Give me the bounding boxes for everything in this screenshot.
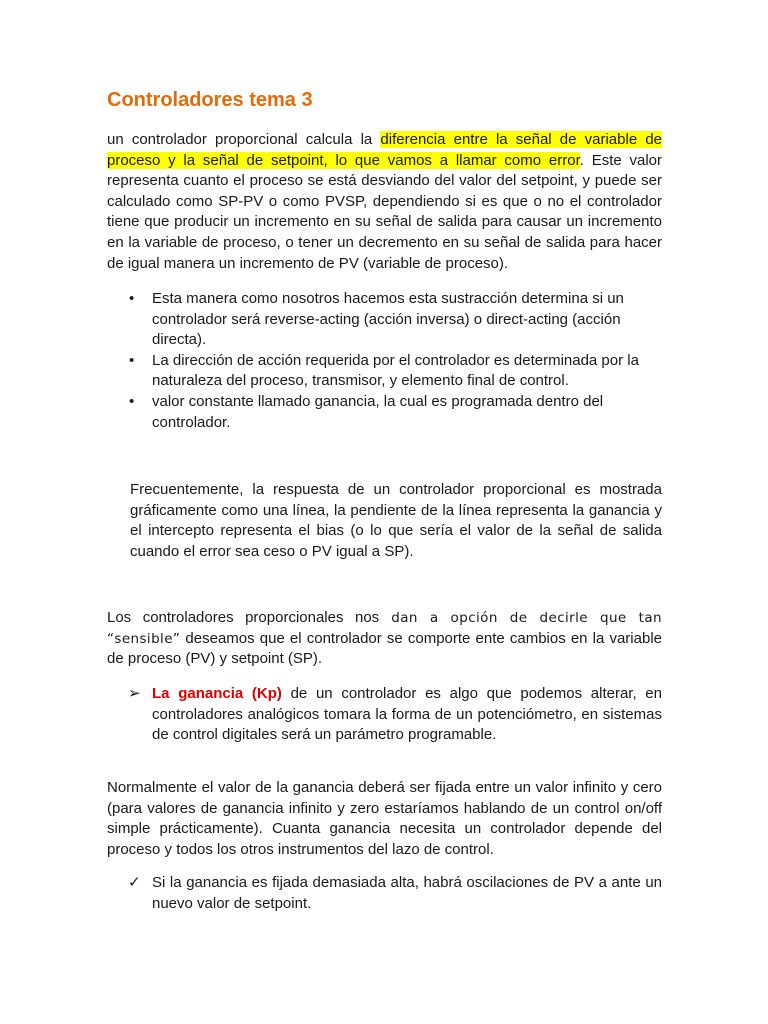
sensitivity-text-alt-font: dan a opción de decirle que tan “sensible”	[107, 610, 662, 647]
document-title: Controladores tema 3	[107, 89, 313, 111]
bullet-marker: •	[129, 290, 135, 307]
list-item	[107, 351, 662, 392]
intro-paragraph	[107, 130, 662, 274]
checkmark-icon: ✓	[128, 874, 141, 891]
arrow-list-item	[128, 684, 662, 746]
list-item-text: valor constante llamado ganancia, la cual es programada dentro del controlador.	[152, 392, 604, 431]
arrow-bullet-icon: ➢	[128, 685, 141, 702]
bullet-list	[107, 289, 662, 433]
list-item	[107, 392, 662, 433]
gain-paragraph: Normalmente el valor de la ganancia deberá ser fijada entre un valor infinito y cero (para valores de ganancia infinito y zero estaríamos hablando de un control on/off simple prácticamente). Cuanta ganancia necesita un controlador depende del proceso y todos los otros instrumentos del lazo de control.	[107, 779, 662, 858]
gain-term: La ganancia (Kp)	[152, 685, 282, 702]
check-item-text: Si la ganancia es fijada demasiada alta, habrá oscilaciones de PV a ante un nuevo valor de setpoint.	[152, 874, 662, 912]
intro-text-start: un controlador proporcional calcula la	[107, 131, 381, 148]
bullet-marker: •	[129, 351, 135, 369]
bullet-marker: •	[129, 392, 135, 410]
highlighted-text: diferencia entre la señal de variable de proceso y la señal de setpoint, lo que vamos a llamar como error	[107, 131, 663, 169]
list-item-text: Esta manera como nosotros hacemos esta sustracción determina si un controlador será reverse-acting (acción inversa) o direct-acting (acción directa).	[152, 290, 624, 349]
arrow-item-text: de un controlador es algo que podemos alterar, en controladores analógicos tomara la forma de un potenciómetro, en sistemas de control digitales será un parámetro programable.	[152, 685, 662, 744]
sensitivity-text-start: Los controladores proporcionales nos	[107, 609, 380, 626]
intro-text-end: . Este valor representa cuanto el proceso se está desviando del valor del setpoint, y puede ser calculado como SP-PV o como PVSP, dependiendo si es que o no el controlador tiene que producir un incremento en su señal de salida para causar un incremento en la variable de proceso, o tener un decremento en su señal de salida para hacer de igual manera un incremento de PV (variable de proceso).	[107, 151, 663, 272]
list-item-text: La dirección de acción requerida por el controlador es determinada por la naturaleza del proceso, transmisor, y elemento final de control.	[152, 351, 639, 390]
check-list-item	[128, 873, 662, 914]
response-paragraph: Frecuentemente, la respuesta de un controlador proporcional es mostrada gráficamente como una línea, la pendiente de la línea representa la ganancia y el intercepto representa el bias (o lo que sería el valor de la señal de salida cuando el error sea ceso o PV igual a SP).	[130, 481, 662, 560]
sensitivity-text-end: deseamos que el controlador se comporte ente cambios en la variable de proceso (PV) y setpoint (SP).	[107, 629, 662, 668]
sensitivity-paragraph	[107, 608, 662, 670]
list-item	[107, 289, 662, 351]
